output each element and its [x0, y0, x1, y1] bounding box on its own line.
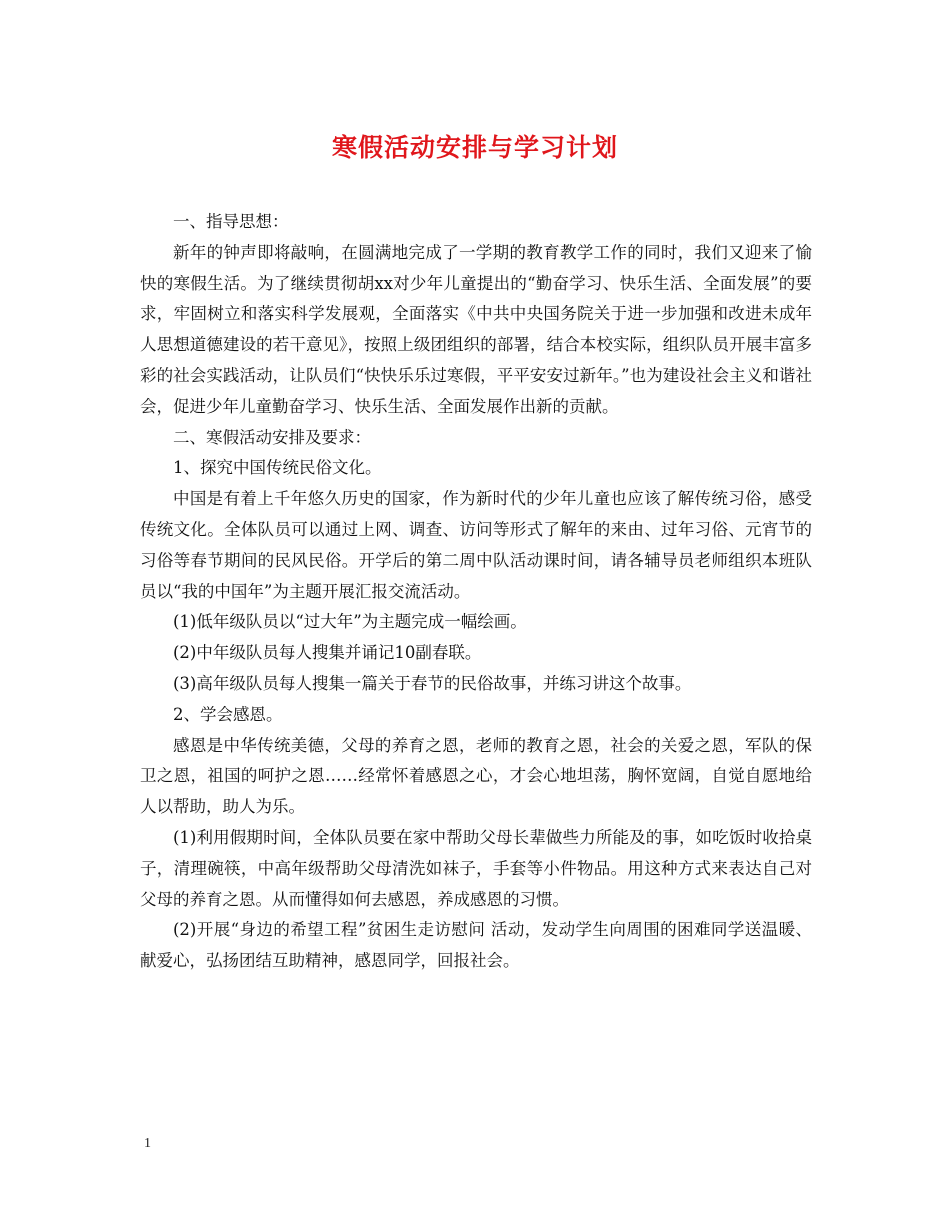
page-number: 1 [144, 1136, 151, 1151]
heading-activity-arrangement: 二、寒假活动安排及要求： [173, 427, 371, 447]
list-item: (3)高年级队员每人搜集一篇关于春节的民俗故事，并练习讲这个故事。 [173, 673, 692, 693]
heading-guiding-ideology: 一、指导思想： [173, 212, 289, 231]
paragraph-intro: 新年的钟声即将敲响，在圆满地完成了一学期的教育教学工作的同时，我们又迎来了愉快的寒假生活。为了继续贯彻胡xx对少年儿童提出的“勤奋学习、快乐生活、全面发展”的要求，牢固树立和落实科学发展观，全面落实《中共中央国务院关于进一步加强和改进未成年人思想道德建设的若干意见》，按照上级团组织的部署，结合本校实际，组织队员开展丰富多彩的社会实践活动，让队员们“快快乐乐过寒假，平平安安过新年。”也为建设社会主义和谐社会，促进少年儿童勤奋学习、快乐生活、全面发展作出新的贡献。 [140, 242, 812, 416]
list-item: (1)低年级队员以“过大年”为主题完成一幅绘画。 [173, 612, 527, 632]
document-title: 寒假活动安排与学习计划 [331, 133, 618, 162]
paragraph-folk-culture: 中国是有着上千年悠久历史的国家，作为新时代的少年儿童也应该了解传统习俗，感受传统文化。全体队员可以通过上网、调查、访问等形式了解年的来由、过年习俗、元宵节的习俗等春节期间的民风民俗。开学后的第二周中队活动课时间，请各辅导员老师组织本班队员以“我的中国年”为主题开展汇报交流活动。 [140, 489, 812, 601]
list-item: (1)利用假期时间，全体队员要在家中帮助父母长辈做些力所能及的事，如吃饭时收拾桌子，清理碗筷，中高年级帮助父母清洗如袜子，手套等小件物品。用这种方式来表达自己对父母的养育之恩。从而懂得如何去感恩，养成感恩的习惯。 [140, 827, 812, 909]
document-body [140, 207, 812, 977]
paragraph-gratitude: 感恩是中华传统美德，父母的养育之恩，老师的教育之恩，社会的关爱之恩，军队的保卫之恩，祖国的呵护之恩……经常怀着感恩之心，才会心地坦荡，胸怀宽阔，自觉自愿地给人以帮助，助人为乐。 [140, 735, 812, 817]
subheading-folk-culture: 1、探究中国传统民俗文化。 [173, 458, 382, 478]
list-item: (2)中年级队员每人搜集并诵记10副春联。 [173, 643, 482, 663]
subheading-gratitude: 2、学会感恩。 [173, 704, 283, 724]
list-item: (2)开展“身边的希望工程”贫困生走访慰问 活动，发动学生向周围的困难同学送温暖、献爱心，弘扬团结互助精神，感恩同学，回报社会。 [140, 920, 812, 971]
